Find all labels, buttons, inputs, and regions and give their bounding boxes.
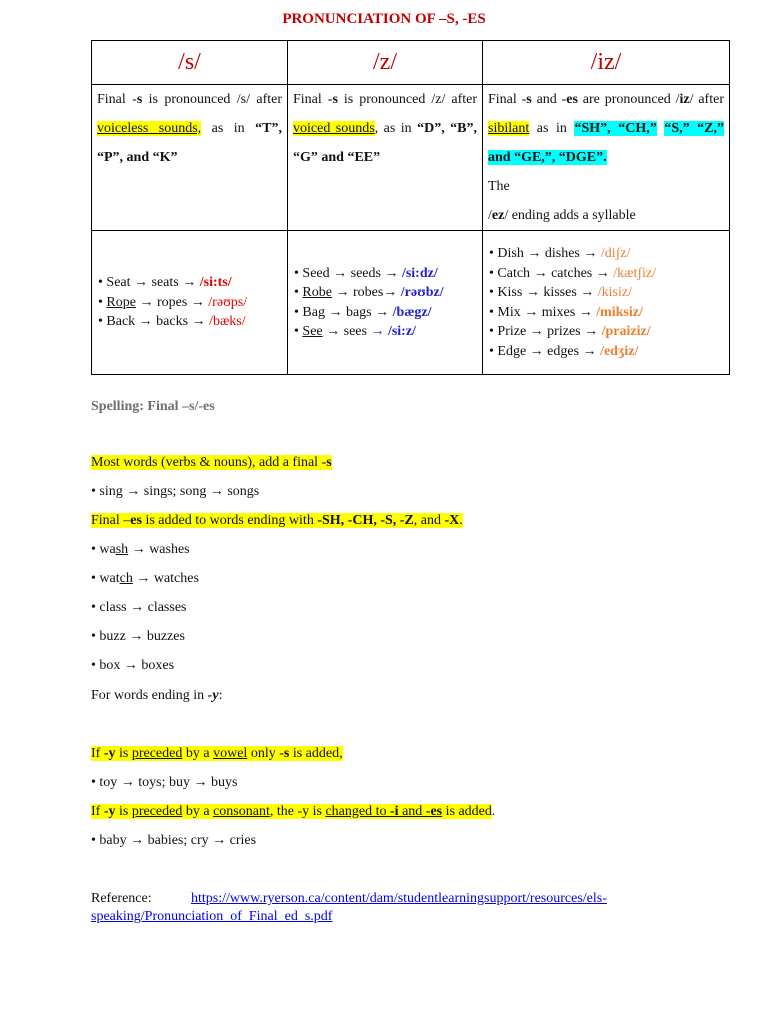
examples-s (92, 231, 288, 375)
examples-z (288, 231, 483, 375)
reference-line-2 (91, 909, 332, 925)
header-z: /z/ (288, 41, 483, 85)
rule-most-words: Most words (verbs & nouns), add a final -s (91, 455, 332, 470)
reference (91, 891, 607, 907)
rules-row (92, 85, 730, 231)
rule-iz: Final -s and -es are pronounced /iz/ after sibilant as in “SH”, “CH,” “S,” “Z,” and “GE,”, “DGE”. The /ez/ ending adds a syllable (483, 85, 730, 231)
highlight-sh-ch: “SH”, “CH,” (574, 121, 657, 136)
rule-vowel: If -y is preceded by a vowel only -s is added, (91, 746, 343, 761)
list-item: • Dish → dishes → /diʃz/ (489, 246, 631, 261)
example-watch: • watch → watches (91, 571, 199, 586)
example-class: • class → classes (91, 600, 187, 615)
reference-label: Reference: (91, 891, 152, 906)
reference-link-continued[interactable]: speaking/Pronunciation_of_Final_ed_s.pdf (91, 909, 333, 924)
list-item: • See → sees → /si:z/ (294, 324, 416, 339)
rule-consonant: If -y is preceded by a consonant, the -y is changed to -i and -es is added. (91, 804, 496, 819)
list-item: • Back → backs → /bæks/ (98, 314, 246, 330)
list-item: • Seed → seeds → /si:dz/ (294, 265, 438, 281)
list-item: • Bag → bags → /bægz/ (294, 304, 432, 320)
highlight-voiced: voiced sounds (293, 121, 375, 136)
list-item: • Edge → edges → /edʒiz/ (489, 343, 639, 359)
highlight-voiceless: voiceless sounds, (97, 121, 202, 136)
highlight-s-z-ge-dge: “S,” “Z,” and “GE,”, “DGE”. (488, 121, 725, 165)
example-toy: • toy → toys; buy → buys (91, 775, 238, 790)
example-sing: • sing → sings; song → songs (91, 484, 260, 499)
example-baby: • baby → babies; cry → cries (91, 833, 257, 848)
examples-row (92, 231, 730, 375)
table-header-row (92, 41, 730, 85)
example-wash: • wash → washes (91, 542, 190, 557)
example-box: • box → boxes (91, 658, 175, 673)
pronunciation-table (91, 40, 730, 375)
example-buzz: • buzz → buzzes (91, 629, 185, 644)
rule-z: Final -s is pronounced /z/ after voiced sounds, as in “D”, “B”, “G” and “EE” (288, 85, 483, 231)
examples-iz (483, 231, 730, 375)
rule-s: Final -s is pronounced /s/ after voiceless sounds, as in “T”, “P”, and “K” (92, 85, 288, 231)
y-intro: For words ending in -y: (91, 688, 223, 703)
page-title: PRONUNCIATION OF –S, -ES (282, 11, 486, 27)
list-item: • Catch → catches → /kætʃiz/ (489, 265, 657, 281)
list-item: • Mix → mixes → /miksiz/ (489, 304, 643, 320)
spelling-heading: Spelling: Final –s/-es (91, 399, 215, 414)
header-iz: /iz/ (483, 41, 730, 85)
highlight-sibilant: sibilant (488, 121, 530, 136)
list-item: • Rope → ropes → /rəʊps/ (98, 294, 248, 310)
list-item: • Prize → prizes → /praiziz/ (489, 324, 651, 339)
list-item: • Robe → robes→ /rəʊbz/ (294, 285, 444, 300)
reference-link[interactable]: https://www.ryerson.ca/content/dam/studentlearningsupport/resources/els- (191, 891, 607, 906)
list-item: • Seat → seats → /si:ts/ (98, 275, 232, 291)
header-s: /s/ (92, 41, 288, 85)
rule-final-es: Final –es is added to words ending with -SH, -CH, -S, -Z, and -X. (91, 513, 463, 528)
list-item: • Kiss → kisses → /kisiz/ (489, 285, 632, 300)
